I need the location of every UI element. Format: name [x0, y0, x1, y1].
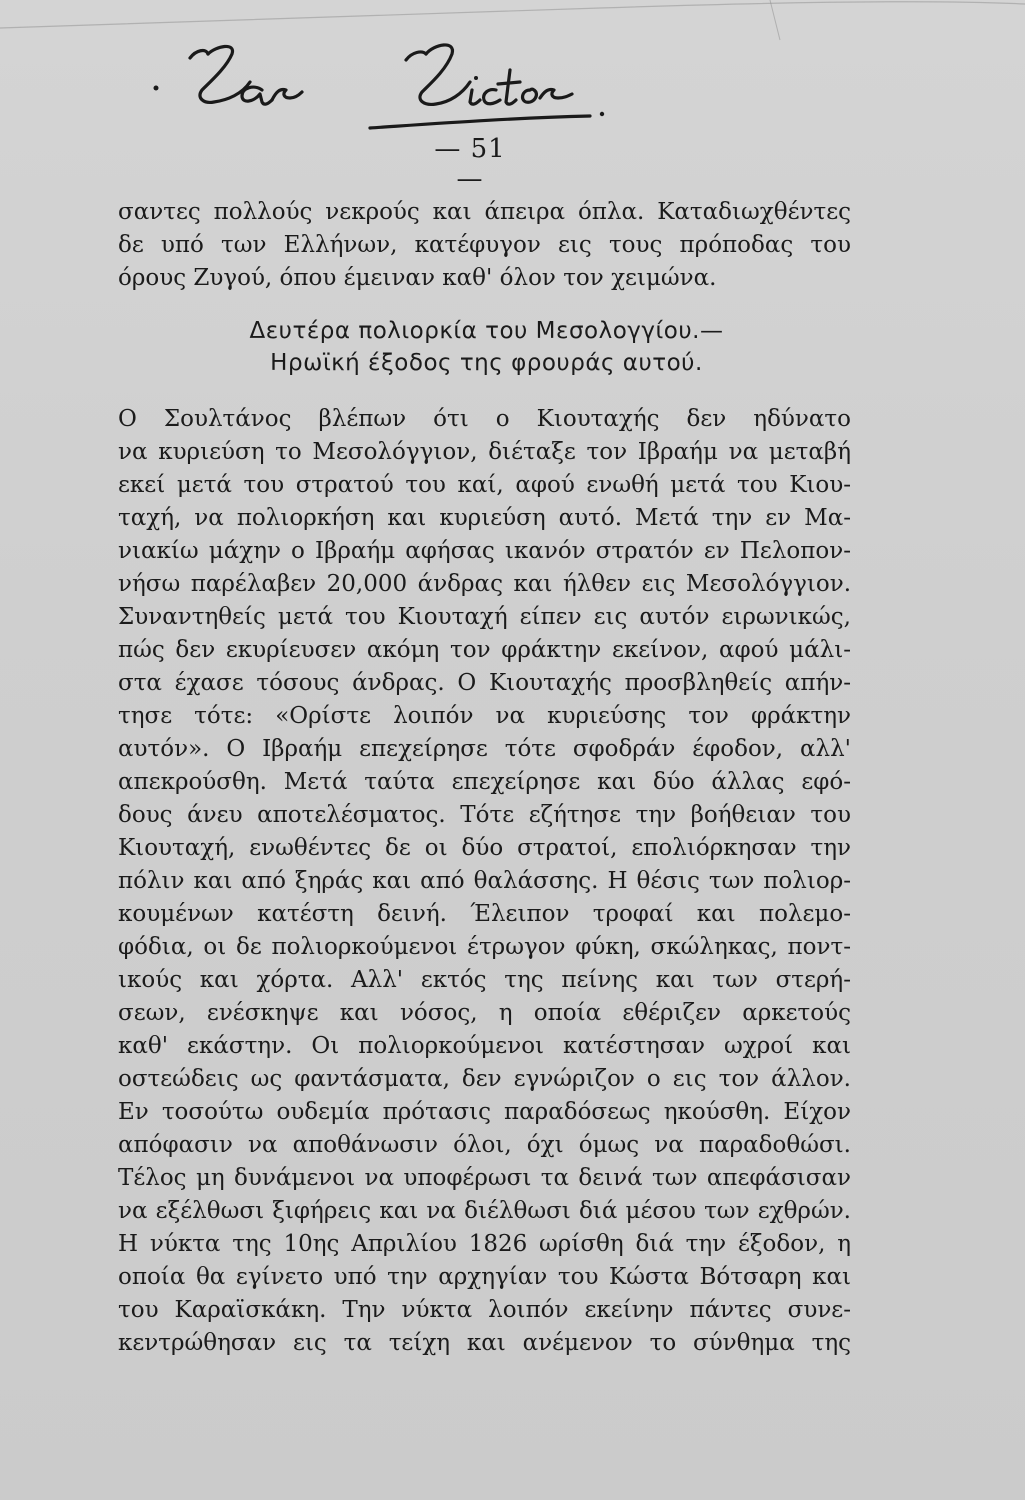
text-line: καθ' εκάστην. Οι πολιορκούμενοι κατέστησαν ωχροί και — [118, 1033, 851, 1059]
signature-drawing — [150, 32, 620, 132]
text-line: κουμένων κατέστη δεινή. Έλειπον τροφαί και πολεμο- — [118, 901, 851, 927]
text-line: απεκρούσθη. Μετά ταύτα επεχείρησε και δύο άλλας εφό- — [118, 769, 851, 795]
text-line: του Καραϊσκάκη. Την νύκτα λοιπόν εκείνην πάντες συνε- — [118, 1297, 851, 1323]
text-line: οστεώδεις ως φαντάσματα, δεν εγνώριζον ο εις τον άλλον. — [118, 1066, 851, 1092]
text-line: φόδια, οι δε πολιορκούμενοι έτρωγον φύκη, σκώληκας, ποντ- — [118, 934, 851, 960]
text-line: κεντρώθησαν εις τα τείχη και ανέμενον το σύνθημα της — [118, 1330, 851, 1356]
text-line: πόλιν και από ξηράς και από θαλάσσης. Η θέσις των πολιορ- — [118, 868, 851, 894]
text-line: Κιουταχή, ενωθέντες δε οι δύο στρατοί, επολιόρκησαν την — [118, 835, 851, 861]
text-line: σεων, ενέσκηψε και νόσος, η οποία εθέριζεν αρκετούς — [118, 1000, 851, 1026]
text-line: τησε τότε: «Ορίστε λοιπόν να κυριεύσης τον φράκτην — [118, 703, 851, 729]
text-line: εκεί μετά του στρατού του καί, αφού ενωθή μετά του Κιου- — [118, 472, 851, 498]
text-line: οποία θα εγίνετο υπό την αρχηγίαν του Κώστα Βότσαρη και — [118, 1264, 851, 1290]
text-line: δους άνευ αποτελέσματος. Τότε εζήτησε την βοήθειαν του — [118, 802, 851, 828]
text-line: δε υπό των Ελλήνων, κατέφυγον εις τους πρόποδας του — [118, 232, 851, 258]
page-number: — 51 — — [434, 134, 506, 194]
text-line: να εξέλθωσι ξιφήρεις και να διέλθωσι διά μέσου των εχθρών. — [118, 1198, 851, 1224]
text-line: Εν τοσούτω ουδεμία πρότασις παραδόσεως ηκούσθη. Είχον — [118, 1099, 851, 1125]
text-line: πώς δεν εκυρίευσεν ακόμη τον φράκτην εκείνον, αφού μάλι- — [118, 637, 851, 663]
text-line: αυτόν». Ο Ιβραήμ επεχείρησε τότε σφοδράν έφοδον, αλλ' — [118, 736, 851, 762]
text-line: να κυριεύση το Μεσολόγγιον, διέταξε τον Ιβραήμ να μεταβή — [118, 439, 851, 465]
handwritten-signature — [150, 32, 620, 132]
text-line: όρους Ζυγού, όπου έμειναν καθ' όλον τον χειμώνα. — [118, 265, 717, 291]
text-line: ικούς και χόρτα. Αλλ' εκτός της πείνης και των στερή- — [118, 967, 851, 993]
text-line: Ο Σουλτάνος βλέπων ότι ο Κιουταχής δεν ηδύνατο — [118, 406, 851, 432]
text-line: στα έχασε τόσους άνδρας. Ο Κιουταχής προσβληθείς απήν- — [118, 670, 851, 696]
text-line: Συναντηθείς μετά του Κιουταχή είπεν εις αυτόν ειρωνικώς, — [118, 604, 851, 630]
text-line: νήσω παρέλαβεν 20,000 άνδρας και ήλθεν εις Μεσολόγγιον. — [118, 571, 851, 597]
section-heading-line-2: Ηρωϊκή έξοδος της φρουράς αυτού. — [270, 350, 703, 376]
text-line: σαντες πολλούς νεκρούς και άπειρα όπλα. Καταδιωχθέντες — [118, 199, 851, 225]
text-line: Τέλος μη δυνάμενοι να υποφέρωσι τα δεινά των απεφάσισαν — [118, 1165, 851, 1191]
text-line: νιακίω μάχην ο Ιβραήμ αφήσας ικανόν στρατόν εν Πελοπον- — [118, 538, 851, 564]
text-line: Η νύκτα της 10ης Απριλίου 1826 ωρίσθη διά την έξοδον, η — [118, 1231, 851, 1257]
text-line: απόφασιν να αποθάνωσιν όλοι, όχι όμως να παραδοθώσι. — [118, 1132, 851, 1158]
section-heading-line-1: Δευτέρα πολιορκία του Μεσολογγίου.— — [249, 318, 724, 344]
text-line: ταχή, να πολιορκήση και κυριεύση αυτό. Μετά την εν Μα- — [118, 505, 851, 531]
